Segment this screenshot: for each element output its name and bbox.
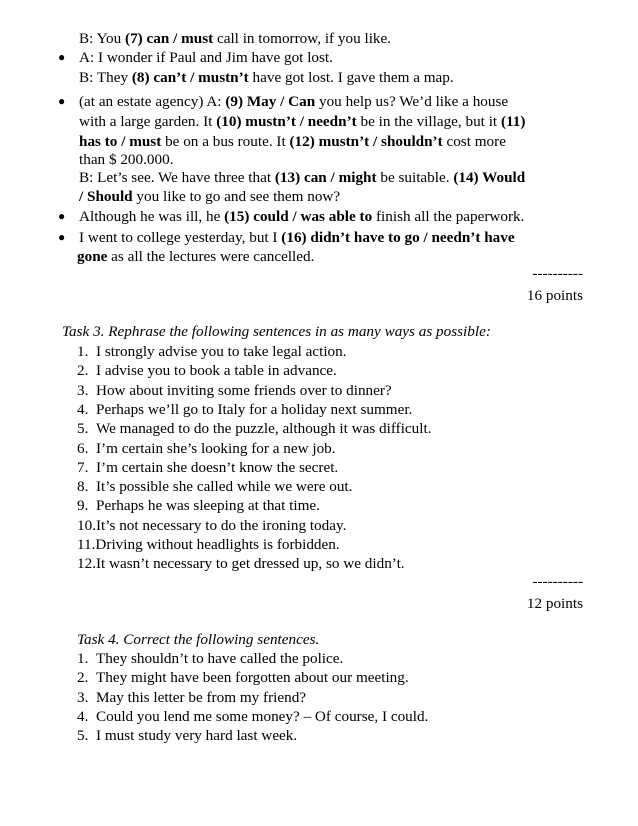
task4-item-number: 2.	[77, 669, 89, 687]
task3-item	[77, 342, 347, 361]
task3-title: Task 3. Rephrase the following sentences in as many ways as possible:	[62, 323, 491, 340]
task3-item	[77, 554, 405, 573]
task3-points: 12 points	[526, 595, 583, 612]
task4-item-number: 3.	[77, 688, 89, 706]
task3-item-text: It wasn’t necessary to get dressed up, so we didn’t.	[95, 555, 405, 573]
answer-options: / Should	[79, 188, 133, 205]
task4-item-text: I must study very hard last week.	[96, 727, 298, 745]
task3-item-number: 7.	[77, 458, 89, 476]
task4-item-text: Could you lend me some money? – Of course, I could.	[96, 707, 429, 725]
task3-item-number: 11.	[77, 536, 96, 553]
task3-item-number: 8.	[77, 478, 89, 496]
task4-item-number: 1.	[77, 650, 89, 667]
task3-item-text: Perhaps he was sleeping at that time.	[96, 497, 320, 515]
bullet-icon: ●	[58, 209, 66, 223]
task4-item	[77, 707, 428, 726]
sentence-text: than $ 200.000.	[79, 151, 174, 168]
task3-item-number: 2.	[77, 362, 89, 380]
sentence-text: B: They	[79, 69, 132, 86]
sentence-text: B: You	[79, 30, 126, 47]
task4-item	[77, 726, 297, 745]
sentence-text: call in tomorrow, if you like.	[213, 30, 392, 47]
task3-item-number: 4.	[77, 400, 89, 418]
task3-item	[77, 439, 336, 458]
task3-item-text: I’m certain she doesn’t know the secret.	[96, 458, 339, 476]
task2-line	[79, 112, 525, 131]
task2-line	[79, 228, 515, 247]
task3-item	[77, 496, 320, 515]
sentence-text: I went to college yesterday, but I	[79, 229, 282, 246]
sentence-text: you help us? We’d like a house	[315, 93, 509, 110]
sentence-text: A: I wonder if Paul and Jim have got lost.	[79, 49, 333, 66]
answer-options: (16) didn’t have to go / needn’t have	[281, 229, 515, 246]
task4-item-text: They might have been forgotten about our meeting.	[96, 669, 409, 687]
task3-item	[77, 516, 346, 535]
task3-item-number: 6.	[77, 439, 89, 457]
task3-item	[77, 400, 412, 419]
sentence-text: finish all the paperwork.	[372, 208, 525, 225]
task3-item-text: Perhaps we’ll go to Italy for a holiday next summer.	[96, 400, 413, 418]
task2-dashes: ----------	[532, 265, 583, 282]
task4-item-text: May this letter be from my friend?	[96, 688, 307, 706]
task3-item-text: I’m certain she’s looking for a new job.	[96, 439, 336, 457]
task2-line	[79, 187, 340, 206]
task2-line	[77, 247, 314, 266]
task3-item-text: We managed to do the puzzle, although it was difficult.	[96, 420, 432, 438]
task2-line	[79, 29, 391, 48]
task2-line	[79, 150, 174, 169]
task3-item	[77, 477, 352, 496]
sentence-text: B: Let’s see. We have three that	[79, 169, 275, 186]
task4-title: Task 4. Correct the following sentences.	[77, 631, 320, 648]
task3-dashes: ----------	[532, 573, 583, 590]
answer-options: (12) mustn’t / shouldn’t	[289, 133, 443, 150]
sentence-text: be on a bus route. It	[161, 133, 290, 150]
answer-options: (10) mustn’t / needn’t	[216, 113, 357, 130]
answer-options: (13) can / might	[274, 169, 377, 186]
task3-item-text: It’s not necessary to do the ironing today.	[95, 516, 347, 534]
sentence-text: Although he was ill, he	[79, 208, 225, 225]
answer-options: (15) could / was able to	[224, 208, 373, 225]
answer-options: (9) May / Can	[225, 93, 316, 110]
answer-options: (8) can’t / mustn’t	[131, 69, 249, 86]
task3-item-number: 1.	[77, 343, 89, 360]
sentence-text: with a large garden. It	[79, 113, 217, 130]
task2-line	[79, 132, 506, 151]
task3-item-number: 5.	[77, 420, 89, 438]
task3-item-text: I strongly advise you to take legal action.	[96, 343, 347, 360]
answer-options: has to / must	[79, 133, 162, 150]
task2-line	[79, 68, 454, 87]
task4-item-text: They shouldn’t to have called the police.	[96, 650, 344, 667]
task4-item	[77, 649, 343, 668]
task4-item	[77, 668, 409, 687]
answer-options: (14) Would	[453, 169, 526, 186]
task4-item-number: 5.	[77, 727, 89, 745]
sentence-text: be in the village, but it	[356, 113, 501, 130]
task3-item-number: 9.	[77, 497, 89, 515]
sentence-text: (at an estate agency) A:	[79, 93, 226, 110]
bullet-icon: ●	[58, 230, 66, 244]
task3-item	[77, 419, 431, 438]
task4-item-number: 4.	[77, 707, 89, 725]
task2-line	[79, 207, 524, 226]
task3-item	[77, 381, 392, 400]
task3-item-text: How about inviting some friends over to dinner?	[96, 381, 392, 399]
task3-item	[77, 361, 337, 380]
answer-options: gone	[77, 248, 108, 265]
task4-item	[77, 688, 306, 707]
task2-line	[79, 92, 508, 111]
task3-item-number: 10.	[77, 516, 96, 534]
task3-item-text: Driving without headlights is forbidden.	[95, 536, 340, 553]
sentence-text: you like to go and see them now?	[132, 188, 341, 205]
answer-options: (11)	[500, 113, 526, 130]
answer-options: (7) can / must	[125, 30, 214, 47]
bullet-icon: ●	[58, 50, 66, 64]
task3-item-number: 3.	[77, 381, 89, 399]
sentence-text: cost more	[442, 133, 506, 150]
task2-line	[79, 48, 333, 67]
task2-points: 16 points	[526, 287, 583, 304]
bullet-icon: ●	[58, 94, 66, 108]
sentence-text: be suitable.	[376, 169, 454, 186]
task3-item-text: It’s possible she called while we were out.	[96, 478, 353, 496]
sentence-text: have got lost. I gave them a map.	[248, 69, 454, 86]
task3-item-number: 12.	[77, 555, 96, 573]
task3-item	[77, 535, 340, 554]
task3-item	[77, 458, 338, 477]
task3-item-text: I advise you to book a table in advance.	[96, 362, 337, 380]
sentence-text: as all the lectures were cancelled.	[107, 248, 315, 265]
task2-line	[79, 168, 525, 187]
